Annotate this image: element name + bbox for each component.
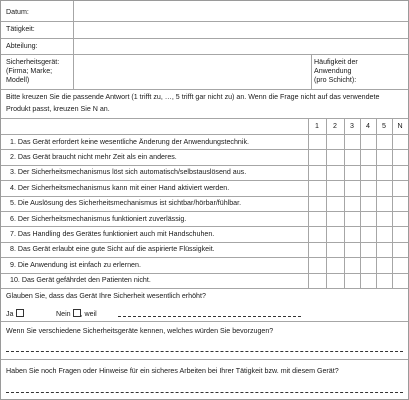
rating-cell-1[interactable] [308, 257, 326, 272]
question-text: 5. Die Auslösung des Sicherheitsmechanismus ist sichtbar/hörbar/fühlbar. [10, 199, 242, 208]
divider [1, 321, 408, 322]
rating-cell-1[interactable] [308, 196, 326, 211]
divider [1, 359, 408, 360]
question-text: 9. Die Anwendung ist einfach zu erlernen. [10, 260, 141, 269]
rating-cell-4[interactable] [360, 149, 376, 164]
rating-cell-4[interactable] [360, 165, 376, 180]
divider [1, 89, 408, 90]
divider [1, 288, 408, 289]
rating-cell-N[interactable] [392, 257, 408, 272]
nein-checkbox[interactable] [73, 309, 81, 317]
rating-cell-1[interactable] [308, 226, 326, 241]
rating-cell-N[interactable] [392, 226, 408, 241]
rating-cell-3[interactable] [344, 273, 360, 288]
instruction-line-1: Bitte kreuzen Sie die passende Antwort (1 trifft zu, …, 5 trifft gar nicht zu) an. Wenn die Frage nicht auf das verwendete [6, 93, 380, 101]
rating-cell-4[interactable] [360, 211, 376, 226]
geraet-label-3: Modell) [6, 76, 30, 84]
rating-cell-5[interactable] [376, 134, 392, 149]
abteilung-field[interactable] [74, 39, 408, 54]
rating-cell-4[interactable] [360, 196, 376, 211]
rating-cell-1[interactable] [308, 242, 326, 257]
rating-cell-5[interactable] [376, 149, 392, 164]
scale-2: 2 [333, 122, 337, 130]
rating-cell-2[interactable] [326, 134, 344, 149]
rating-cell-2[interactable] [326, 242, 344, 257]
haeufigkeit-label-3: (pro Schicht): [314, 76, 357, 84]
question-text: 6. Der Sicherheitsmechanismus funktioniert zuverlässig. [10, 214, 187, 223]
rating-cell-3[interactable] [344, 149, 360, 164]
weil-label: , weil [80, 310, 97, 318]
geraet-label-1: Sicherheitsgerät: [6, 58, 60, 66]
rating-cell-5[interactable] [376, 165, 392, 180]
weil-answer-line[interactable] [118, 316, 301, 317]
ja-option[interactable] [6, 309, 24, 319]
rating-cell-5[interactable] [376, 211, 392, 226]
rating-cell-N[interactable] [392, 196, 408, 211]
rating-cell-4[interactable] [360, 257, 376, 272]
rating-cell-N[interactable] [392, 149, 408, 164]
rating-cell-N[interactable] [392, 242, 408, 257]
divider [308, 118, 309, 288]
further-question: Haben Sie noch Fragen oder Hinweise für ein sicheres Arbeiten bei Ihrer Tätigkeit bzw. mit diesem Gerät? [6, 367, 339, 375]
taetigkeit-label: Tätigkeit: [6, 25, 35, 33]
prefer-answer-line[interactable] [6, 351, 403, 352]
rating-cell-3[interactable] [344, 180, 360, 195]
divider [360, 118, 361, 288]
question-text: 1. Das Gerät erfordert keine wesentliche Änderung der Anwendungstechnik. [10, 137, 249, 146]
rating-cell-3[interactable] [344, 257, 360, 272]
question-text: 7. Das Handling des Gerätes funktioniert auch mit Handschuhen. [10, 229, 215, 238]
ja-label: Ja [6, 310, 14, 318]
rating-cell-2[interactable] [326, 257, 344, 272]
divider [1, 118, 408, 119]
rating-cell-3[interactable] [344, 165, 360, 180]
scale-1: 1 [315, 122, 319, 130]
rating-cell-2[interactable] [326, 165, 344, 180]
rating-cell-2[interactable] [326, 211, 344, 226]
rating-cell-N[interactable] [392, 165, 408, 180]
divider [344, 118, 345, 288]
rating-cell-2[interactable] [326, 273, 344, 288]
divider [326, 118, 327, 288]
rating-cell-4[interactable] [360, 134, 376, 149]
rating-cell-5[interactable] [376, 180, 392, 195]
haeufigkeit-label-1: Häufigkeit der [314, 58, 358, 66]
prefer-question: Wenn Sie verschiedene Sicherheitsgeräte kennen, welches würden Sie bevorzugen? [6, 327, 274, 335]
rating-cell-1[interactable] [308, 211, 326, 226]
scale-3: 3 [350, 122, 354, 130]
rating-cell-1[interactable] [308, 134, 326, 149]
question-text: 3. Der Sicherheitsmechanismus löst sich automatisch/selbstauslösend aus. [10, 168, 247, 177]
rating-cell-2[interactable] [326, 226, 344, 241]
further-answer-line[interactable] [6, 392, 403, 393]
rating-cell-5[interactable] [376, 242, 392, 257]
question-text: 8. Das Gerät erlaubt eine gute Sicht auf die aspirierte Flüssigkeit. [10, 245, 215, 254]
nein-label: Nein [56, 310, 71, 318]
rating-cell-2[interactable] [326, 180, 344, 195]
rating-cell-4[interactable] [360, 226, 376, 241]
geraet-field[interactable] [74, 55, 311, 89]
haeufigkeit-field[interactable] [364, 55, 408, 89]
rating-cell-4[interactable] [360, 273, 376, 288]
rating-cell-4[interactable] [360, 242, 376, 257]
rating-cell-4[interactable] [360, 180, 376, 195]
rating-cell-5[interactable] [376, 273, 392, 288]
rating-cell-3[interactable] [344, 211, 360, 226]
abteilung-label: Abteilung: [6, 42, 38, 50]
haeufigkeit-label-2: Anwendung [314, 67, 352, 75]
question-text: 2. Das Gerät braucht nicht mehr Zeit als ein anderes. [10, 152, 177, 161]
rating-cell-3[interactable] [344, 134, 360, 149]
divider [376, 118, 377, 288]
divider [73, 1, 74, 89]
rating-cell-1[interactable] [308, 149, 326, 164]
rating-cell-3[interactable] [344, 226, 360, 241]
rating-cell-N[interactable] [392, 180, 408, 195]
nein-option[interactable] [56, 309, 97, 319]
scale-5: 5 [382, 122, 386, 130]
geraet-label-2: (Firma; Marke; [6, 67, 53, 75]
rating-cell-1[interactable] [308, 165, 326, 180]
rating-cell-1[interactable] [308, 180, 326, 195]
scale-n: N [397, 122, 403, 130]
datum-field[interactable] [74, 1, 408, 21]
rating-cell-5[interactable] [376, 226, 392, 241]
scale-4: 4 [366, 122, 370, 130]
rating-cell-3[interactable] [344, 196, 360, 211]
rating-cell-N[interactable] [392, 273, 408, 288]
rating-cell-2[interactable] [326, 196, 344, 211]
rating-cell-1[interactable] [308, 273, 326, 288]
question-text: 4. Der Sicherheitsmechanismus kann mit einer Hand aktiviert werden. [10, 183, 230, 192]
rating-cell-N[interactable] [392, 134, 408, 149]
divider [392, 118, 393, 288]
safety-question: Glauben Sie, dass das Gerät Ihre Sicherheit wesentlich erhöht? [6, 292, 206, 300]
divider [311, 54, 312, 89]
ja-checkbox[interactable] [16, 309, 24, 317]
rating-cell-3[interactable] [344, 242, 360, 257]
instruction-line-2: Produkt passt, kreuzen Sie N an. [6, 105, 110, 113]
rating-cell-N[interactable] [392, 211, 408, 226]
question-text: 10. Das Gerät gefährdet den Patienten nicht. [10, 276, 151, 285]
rating-cell-2[interactable] [326, 149, 344, 164]
taetigkeit-field[interactable] [74, 22, 408, 38]
rating-cell-5[interactable] [376, 196, 392, 211]
datum-label: Datum: [6, 8, 29, 16]
rating-cell-5[interactable] [376, 257, 392, 272]
